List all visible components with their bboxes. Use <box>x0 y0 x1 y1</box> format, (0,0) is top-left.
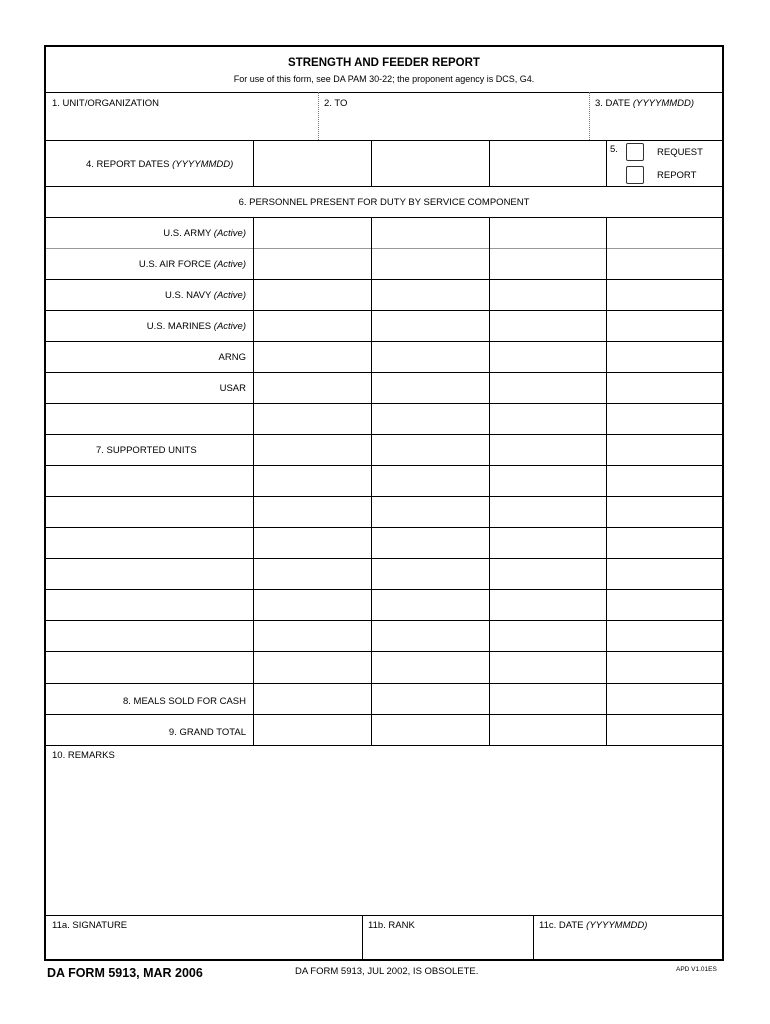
personnel-heading: 6. PERSONNEL PRESENT FOR DUTY BY SERVICE COMPONENT <box>238 197 530 208</box>
version-label: APD V1.01ES <box>676 966 717 973</box>
form-id: DA FORM 5913, MAR 2006 <box>47 966 203 980</box>
date-field[interactable] <box>591 111 721 138</box>
strength-feeder-form <box>44 45 724 961</box>
signature-date-field[interactable] <box>535 933 721 959</box>
remarks-field[interactable] <box>47 763 721 913</box>
report-checkbox[interactable] <box>626 166 644 184</box>
rank-label: 11b. RANK <box>368 920 415 931</box>
request-checkbox[interactable] <box>626 143 644 161</box>
request-label: REQUEST <box>657 147 703 158</box>
unit-organization-label: 1. UNIT/ORGANIZATION <box>52 98 159 109</box>
signature-field[interactable] <box>47 933 360 959</box>
rank-field[interactable] <box>364 933 531 959</box>
form-title: STRENGTH AND FEEDER REPORT <box>288 57 480 69</box>
report-label: REPORT <box>657 170 697 181</box>
item-5-label: 5. <box>610 144 618 155</box>
grand-total-label: 9. GRAND TOTAL <box>168 727 246 738</box>
unit-organization-field[interactable] <box>47 111 315 138</box>
to-label: 2. TO <box>324 98 348 109</box>
army-label: U.S. ARMY (Active) <box>163 228 246 239</box>
report-date-1-field[interactable] <box>255 142 369 184</box>
report-date-2-field[interactable] <box>373 142 487 184</box>
report-dates-label: 4. REPORT DATES (YYYYMMDD) <box>86 159 234 170</box>
report-date-3-field[interactable] <box>491 142 604 184</box>
form-subtitle: For use of this form, see DA PAM 30-22; the proponent agency is DCS, G4. <box>233 74 535 84</box>
meals-sold-label: 8. MEALS SOLD FOR CASH <box>122 696 246 707</box>
supported-units-label: 7. SUPPORTED UNITS <box>96 445 197 456</box>
date-label: 3. DATE (YYYYMMDD) <box>595 98 695 109</box>
airforce-label: U.S. AIR FORCE (Active) <box>138 259 246 270</box>
arng-label: ARNG <box>218 352 246 363</box>
usar-label: USAR <box>219 383 246 394</box>
to-field[interactable] <box>320 111 586 138</box>
navy-label: U.S. NAVY (Active) <box>165 290 246 301</box>
signature-label: 11a. SIGNATURE <box>52 920 128 931</box>
marines-label: U.S. MARINES (Active) <box>146 321 246 332</box>
obsolete-notice: DA FORM 5913, JUL 2002, IS OBSOLETE. <box>295 966 479 977</box>
signature-date-label: 11c. DATE (YYYYMMDD) <box>539 920 648 931</box>
remarks-label: 10. REMARKS <box>52 750 115 761</box>
